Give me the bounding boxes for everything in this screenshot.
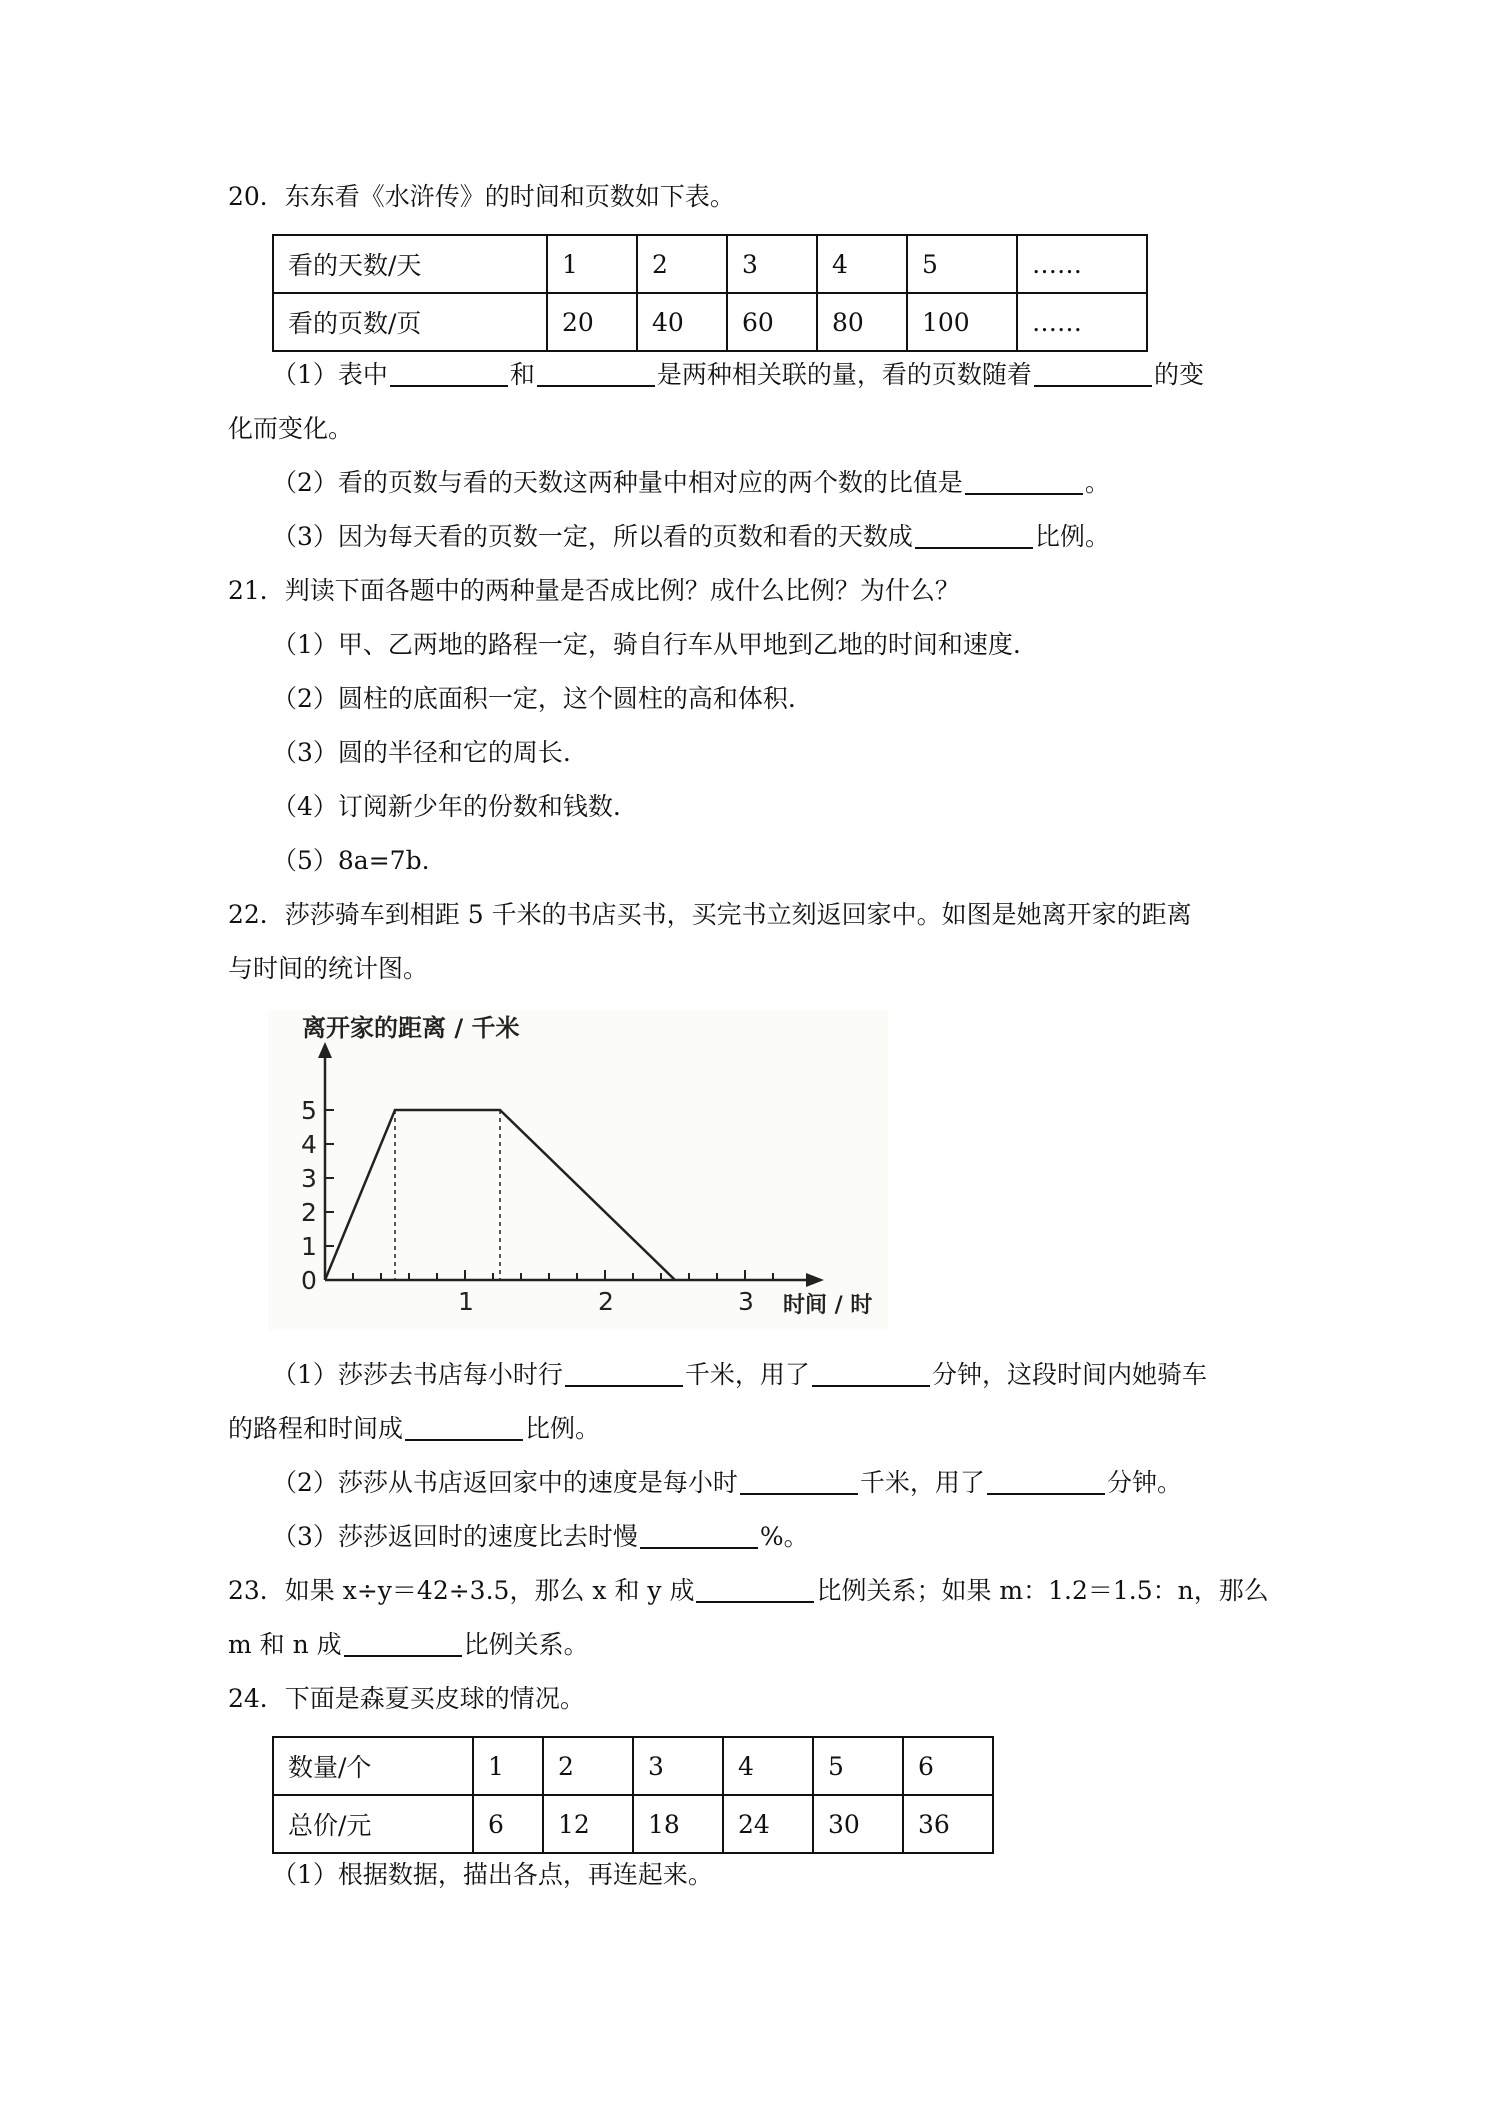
table-cell: 18	[633, 1795, 723, 1853]
row-header-cell: 看的天数/天	[273, 235, 547, 293]
q20-part1-cont: 化而变化。	[228, 414, 354, 443]
q21-item: （2）圆柱的底面积一定，这个圆柱的高和体积.	[272, 684, 796, 713]
row-header-cell: 数量/个	[273, 1737, 473, 1795]
y-tick-label: 4	[301, 1130, 317, 1159]
table-cell: 24	[723, 1795, 813, 1853]
q21-item: （1）甲、乙两地的路程一定，骑自行车从甲地到乙地的时间和速度.	[272, 630, 1021, 659]
y-tick-label: 2	[301, 1198, 317, 1227]
table-row	[273, 1737, 993, 1795]
y-tick-label: 0	[301, 1266, 317, 1295]
table-cell: 1	[547, 235, 637, 293]
chart-background	[268, 1010, 888, 1330]
q21-item: （4）订阅新少年的份数和钱数.	[272, 792, 621, 821]
answer-blank[interactable]	[537, 359, 655, 387]
table-cell: 80	[817, 293, 907, 351]
q24-part1: （1）根据数据，描出各点，再连起来。	[272, 1860, 713, 1889]
y-axis-label: 离开家的距离 / 千米	[302, 1014, 520, 1042]
answer-blank[interactable]	[915, 521, 1033, 549]
q20-part1: （1）表中 和 是两种相关联的量，看的页数随着 的变	[272, 360, 1204, 389]
q22-part3: （3）莎莎返回时的速度比去时慢 %。	[272, 1522, 809, 1551]
table-cell: 36	[903, 1795, 993, 1853]
q20-part3: （3）因为每天看的页数一定，所以看的页数和看的天数成 比例。	[272, 522, 1110, 551]
y-tick-label: 3	[301, 1164, 317, 1193]
q22-part1: （1）莎莎去书店每小时行 千米，用了 分钟，这段时间内她骑车	[272, 1360, 1207, 1389]
q21-item: （5）8a=7b.	[272, 846, 430, 875]
row-header-cell: 总价/元	[273, 1795, 473, 1853]
table-cell: 6	[903, 1737, 993, 1795]
answer-blank[interactable]	[390, 359, 508, 387]
table-cell: 5	[907, 235, 1017, 293]
distance-time-chart	[268, 1010, 888, 1330]
answer-blank[interactable]	[640, 1521, 758, 1549]
q21-item: （3）圆的半径和它的周长.	[272, 738, 571, 767]
q22-title-cont: 与时间的统计图。	[228, 954, 429, 983]
x-tick-label: 3	[738, 1287, 754, 1316]
answer-blank[interactable]	[405, 1413, 523, 1441]
table-cell: 2	[543, 1737, 633, 1795]
q23-line1: 23．如果 x÷y＝42÷3.5，那么 x 和 y 成 比例关系；如果 m：1.2＝1.5：n，那么	[228, 1576, 1269, 1605]
answer-blank[interactable]	[565, 1359, 683, 1387]
answer-blank[interactable]	[696, 1575, 814, 1603]
answer-blank[interactable]	[965, 467, 1083, 495]
table-cell: 2	[637, 235, 727, 293]
table-cell: 4	[817, 235, 907, 293]
row-header-cell: 看的页数/页	[273, 293, 547, 351]
q24-table	[272, 1736, 994, 1854]
table-row	[273, 1795, 993, 1853]
table-cell: 4	[723, 1737, 813, 1795]
answer-blank[interactable]	[740, 1467, 858, 1495]
table-cell: ……	[1017, 235, 1147, 293]
q22-title: 22．莎莎骑车到相距 5 千米的书店买书，买完书立刻返回家中。如图是她离开家的距离	[228, 900, 1192, 929]
y-tick-label: 1	[301, 1232, 317, 1261]
table-cell: 40	[637, 293, 727, 351]
x-tick-label: 2	[598, 1287, 614, 1316]
table-row	[273, 293, 1147, 351]
table-row	[273, 235, 1147, 293]
table-cell: 30	[813, 1795, 903, 1853]
table-cell: ……	[1017, 293, 1147, 351]
q21-title: 21．判读下面各题中的两种量是否成比例？成什么比例？为什么？	[228, 576, 960, 605]
q22-part1-cont: 的路程和时间成 比例。	[228, 1414, 601, 1443]
q20-table	[272, 234, 1148, 352]
table-cell: 60	[727, 293, 817, 351]
table-cell: 5	[813, 1737, 903, 1795]
q20-part2: （2）看的页数与看的天数这两种量中相对应的两个数的比值是 。	[272, 468, 1110, 497]
table-cell: 3	[727, 235, 817, 293]
table-cell: 100	[907, 293, 1017, 351]
table-cell: 20	[547, 293, 637, 351]
answer-blank[interactable]	[344, 1629, 462, 1657]
y-tick-label: 5	[301, 1096, 317, 1125]
x-tick-label: 1	[458, 1287, 474, 1316]
q20-title: 20．东东看《水浒传》的时间和页数如下表。	[228, 182, 735, 211]
q23-line2: m 和 n 成 比例关系。	[228, 1630, 589, 1659]
answer-blank[interactable]	[1034, 359, 1152, 387]
answer-blank[interactable]	[812, 1359, 930, 1387]
table-cell: 12	[543, 1795, 633, 1853]
x-axis-label: 时间 / 时	[783, 1293, 873, 1318]
q22-part2: （2）莎莎从书店返回家中的速度是每小时 千米，用了 分钟。	[272, 1468, 1182, 1497]
table-cell: 6	[473, 1795, 543, 1853]
answer-blank[interactable]	[987, 1467, 1105, 1495]
q24-title: 24．下面是森夏买皮球的情况。	[228, 1684, 585, 1713]
table-cell: 1	[473, 1737, 543, 1795]
table-cell: 3	[633, 1737, 723, 1795]
